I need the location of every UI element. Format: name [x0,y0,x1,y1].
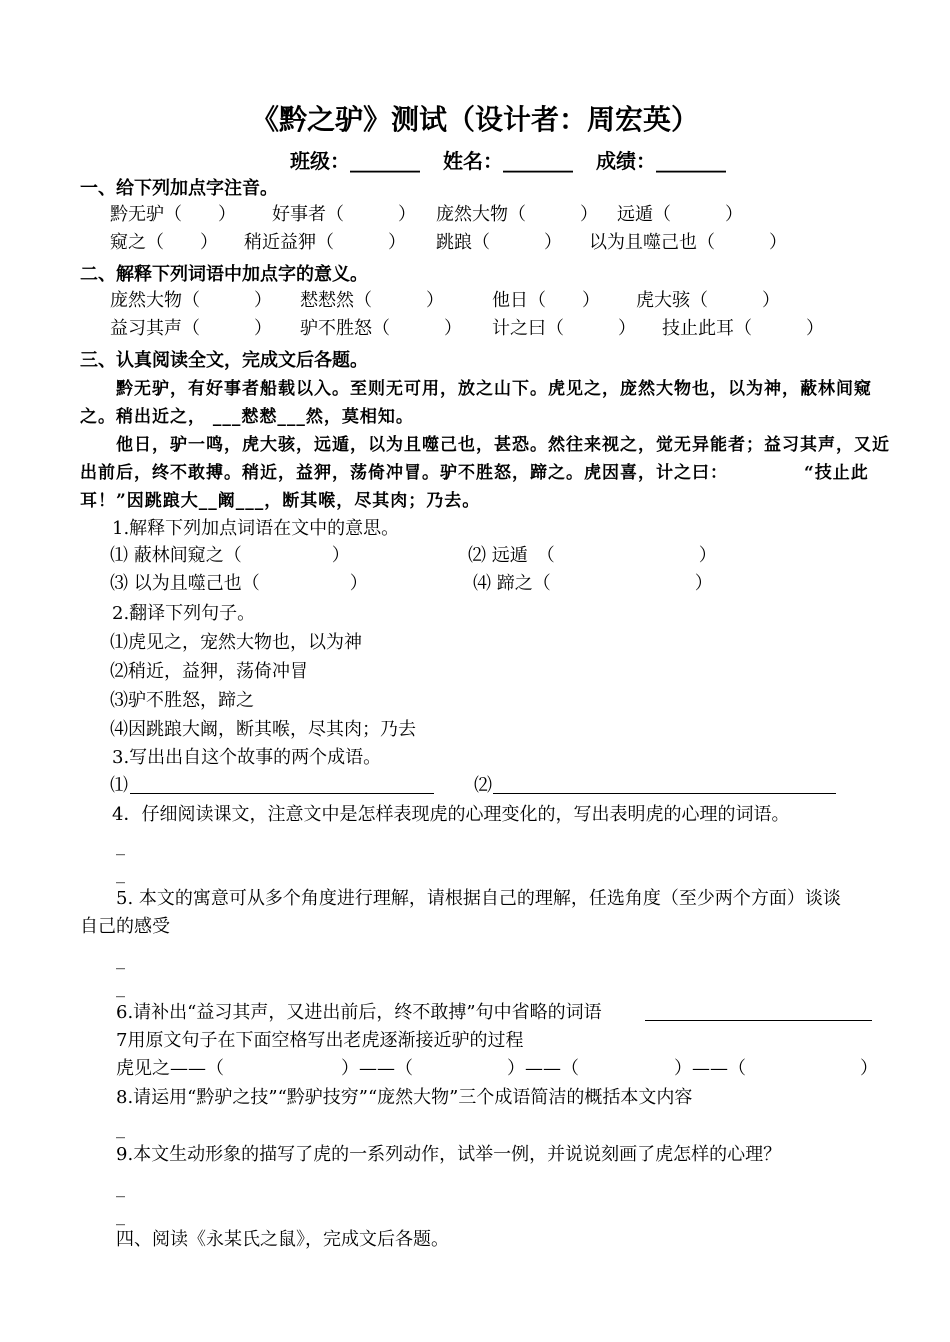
answer-dash: _ [116,1205,125,1226]
q7-chain: 虎见之——（ [116,1058,224,1079]
score-field: 成绩：_______ [596,149,726,173]
section4-heading: 四、阅读《永某氏之鼠》，完成文后各题。 [116,1229,449,1250]
q2-item: ⑶驴不胜怒，蹄之 [110,690,254,711]
s1-item: 好事者（ ） [272,204,416,225]
q2-item: ⑵稍近，益狎，荡倚冲冒 [110,661,308,682]
s2-item: 驴不胜怒（ ） [300,318,462,339]
q1-item: ⑴ 蔽林间窥之（ ） [110,545,350,566]
s2-item: 慭慭然（ ） [300,290,444,311]
s2-item: 庞然大物（ ） [110,290,272,311]
section1-heading: 一、给下列加点字注音。 [80,178,278,199]
passage-line: 出前后，终不敢搏。稍近，益狎，荡倚冲冒。驴不胜怒，蹄之。虎因喜，计之曰： [80,463,728,483]
s2-item: 益习其声（ ） [110,318,272,339]
s1-item: 远遁（ ） [617,204,743,225]
answer-dash: _ [116,949,125,970]
q3-item: ⑴ [110,775,128,796]
q1-item: ⑶ 以为且噬己也（ ） [110,573,368,594]
q7-chain: ）——（ [507,1058,579,1079]
s2-item: 技止此耳（ ） [662,318,824,339]
q3-item: ⑵ [474,775,492,796]
s2-item: 虎大骇（ ） [636,290,780,311]
passage-line: 黔无驴，有好事者船载以入。至则无可用，放之山下。虎见之，庞然大物也，以为神，蔽林间窥 [116,379,872,399]
s1-item: 窥之（ ） [110,232,218,253]
passage-line: “技止此 [804,463,869,483]
q7-chain: ）——（ [674,1058,746,1079]
passage-line: 耳！”因跳踉大__阚___，断其喉，尽其肉；乃去。 [80,491,481,511]
q7-chain: ） [860,1058,878,1079]
answer-blank[interactable] [493,793,836,794]
question-5-cont: 自己的感受 [80,916,170,937]
section3-heading: 三、认真阅读全文，完成文后各题。 [80,350,368,371]
q1-item: ⑷ 蹄之（ ） [473,573,713,594]
answer-dash: _ [116,1118,125,1139]
s2-item: 计之曰（ ） [492,318,636,339]
answer-dash: _ [116,863,125,884]
passage-line: 他日，驴一鸣，虎大骇，远遁，以为且噬己也，甚恐。然往来视之，觉无异能者；益习其声，又近 [116,435,890,455]
answer-blank[interactable] [130,793,434,794]
answer-dash: _ [116,835,125,856]
q7-chain: ）——（ [341,1058,413,1079]
question-9: 9.本文生动形象的描写了虎的一系列动作，试举一例，并说说刻画了虎怎样的心理？ [116,1144,782,1165]
question-2: 2.翻译下列句子。 [112,603,256,624]
section2-heading: 二、解释下列词语中加点字的意义。 [80,264,368,285]
answer-blank[interactable] [645,1020,872,1021]
question-3: 3.写出出自这个故事的两个成语。 [112,747,382,768]
s1-item: 稍近益狎（ ） [244,232,406,253]
answer-dash: _ [116,1177,125,1198]
q1-item: ⑵ 远遁 （ ） [468,545,717,566]
s1-item: 黔无驴（ ） [110,204,236,225]
s1-item: 跳踉（ ） [436,232,562,253]
q2-item: ⑷因跳踉大阚，断其喉，尽其肉；乃去 [110,719,416,740]
passage-line: 之。稍出近之， ___慭慭___然，莫相知。 [80,407,414,427]
question-8: 8.请运用“黔驴之技”“黔驴技穷”“庞然大物”三个成语简洁的概括本文内容 [116,1087,693,1108]
s1-item: 庞然大物（ ） [436,204,598,225]
s2-item: 他日（ ） [492,290,600,311]
question-5: 5. 本文的寓意可从多个角度进行理解，请根据自己的理解，任选角度（至少两个方面）谈谈 [116,888,841,909]
name-field: 姓名：_______ [443,149,573,173]
question-1: 1.解释下列加点词语在文中的意思。 [112,518,400,539]
question-6: 6.请补出“益习其声，又进出前后，终不敢搏”句中省略的词语 [116,1002,602,1023]
q2-item: ⑴虎见之，宠然大物也，以为神 [110,632,362,653]
question-4: 4．仔细阅读课文，注意文中是怎样表现虎的心理变化的，写出表明虎的心理的词语。 [112,804,790,825]
s1-item: 以为且噬己也（ ） [589,232,787,253]
page-title: 《黔之驴》测试（设计者：周宏英） [250,103,699,136]
answer-dash: _ [116,977,125,998]
class-field: 班级：_______ [290,149,420,173]
question-7: 7用原文句子在下面空格写出老虎逐渐接近驴的过程 [116,1030,524,1051]
